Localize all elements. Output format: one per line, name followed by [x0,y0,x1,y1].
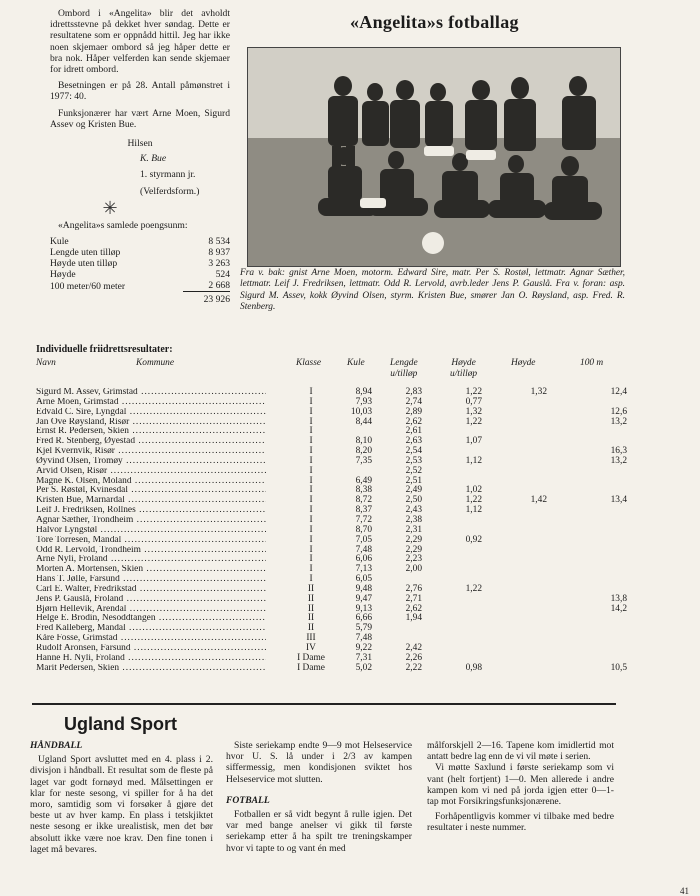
header-hoyde-uten [450,358,477,380]
result-row [36,447,636,457]
header-navn: Navn [36,358,56,368]
klasse-cell: I [309,564,313,575]
100m-cell: 14,2 [610,603,627,614]
klasse-cell: I [309,514,313,525]
summary-table [50,236,230,305]
results-title: Individuelle friidrettsresultater: [36,344,173,355]
lengde-cell: 2,23 [405,554,422,565]
signature-department: (Velferdsform.) [140,185,200,197]
kule-cell: 7,72 [355,514,372,525]
result-row [36,506,636,516]
athlete-name: Hanne H. Nyli, Froland ..... [36,654,266,664]
result-row [36,585,636,595]
results-table [36,388,636,673]
kule-cell: 7,93 [355,396,372,407]
hoyde-uten-cell: 1,32 [465,406,482,417]
hoyde-uten-cell: 0,92 [465,534,482,545]
athlete-name: Kjel Kvernvik, Risør ..... [36,447,266,457]
summary-total: 23 926 [183,292,230,306]
klasse-cell: I [309,406,313,417]
athlete-name: Tore Torresen, Mandal ..... [36,536,266,546]
lengde-cell: 2,52 [405,465,422,476]
kule-cell: 8,72 [355,495,372,506]
intro-paragraph: Ombord i «Angelita» blir det avholdt idrettsstevne på dekket hver søndag. Dette er resultatene som er oppnådd hittil. Jeg har ikke noen skjemaer ombord så jeg håper dette er bra nok. Håper velferden kan sende skjemaer for idrett ombord. [50,8,230,76]
klasse-cell: I [309,534,313,545]
hoyde-cell: 1,32 [530,387,547,397]
athlete-name: Kristen Bue, Marnardal ..... [36,496,266,506]
result-row [36,516,636,526]
summary-row [50,258,230,269]
signature-title: 1. styrmann jr. [140,169,196,181]
football-paragraph-2: Vi møtte Saxlund i første seriekamp som vi vant (helt fortjent) 1—0. Men allerede i andre kampen kom vi ned på jorda igjen etter 0—1-tap mot Forsikringsfunksjonærene. [427,762,614,808]
intro-column [50,8,230,305]
football-paragraph: Fotballen er så vidt begynt å rulle igjen. Det var med bange anelser vi gikk til første seriekamp etter å ha spilt tre treningskamper hvor vi tapte to og vant én med [226,809,412,854]
klasse-cell: II [307,623,315,634]
photo-caption: Fra v. bak: gnist Arne Moen, motorm. Edward Sire, matr. Per S. Rostøl, lettmatr. Agnar Sæther, lettmatr. Leif J. Fredriksen, lettmatr. Odd R. Lervold, avrb.leder Jens P. Gauslå. Fra v. foran: asp. Sigurd M. Assev, kokk Øyvind Olsen, styrm. Kristen Bue, smører Jan O. Røysland, asp. Fred. R. Stenberg. [240,268,625,313]
lengde-cell: 2,71 [405,593,422,604]
klasse-cell: II [307,583,315,594]
intro-paragraph: Besetningen er på 28. Antall påmønstret i 1977: 40. [50,80,230,103]
summary-label: Kule [50,236,69,248]
result-row [36,437,636,447]
intro-paragraph: Funksjonærer har vært Arne Moen, Sigurd Assev og Kristen Bue. [50,107,230,130]
athlete-name: Halvor Lyngstøl ..... [36,526,266,536]
ugland-column-1 [30,740,213,855]
result-row [36,634,636,644]
athlete-name: Magne K. Olsen, Moland ..... [36,477,266,487]
summary-row [50,247,230,258]
lengde-cell: 2,74 [405,396,422,407]
lengde-cell: 1,94 [405,613,422,624]
header-lengde-line1: Lengde [390,358,418,368]
100m-cell: 13,8 [610,593,627,604]
lengde-cell: 2,62 [405,603,422,614]
summary-total-row [50,292,230,306]
lengde-cell: 2,89 [405,406,422,417]
header-lengde-line2: u/tilløp [390,369,418,379]
klasse-cell: I [309,524,313,535]
football-paragraph-cont: målforskjell 2—16. Tapene kom imidlertid mot antatt bedre lag enn de vi vil møte i serien. [427,740,614,763]
team-photo [247,47,621,267]
klasse-cell: I [309,554,313,565]
result-row [36,418,636,428]
result-row [36,565,636,575]
football-paragraph-3: Forhåpentligvis kommer vi tilbake med bedre resultater i neste nummer. [427,811,614,834]
result-row [36,467,636,477]
kule-cell: 5,02 [355,662,372,673]
athlete-name: Helge E. Brodin, Nesoddtangen ..... [36,614,266,624]
klasse-cell: I [309,544,313,555]
result-row [36,644,636,654]
lengde-cell: 2,42 [405,642,422,653]
handball-paragraph: Ugland Sport avsluttet med en 4. plass i 2. divisjon i håndball. Et resultat som de fleste på laget var godt fornøyd med. Målsettingen er klar for neste sesong, vi spiller for å ha det moro, samtidig som vi forsøker å gjøre det beste ut av hver kamp. En plass i tetskjiktet neste sesong er ikke urealistisk, men det bør absolutt ikke være noe krav. Den fine tonen i laget må bevares. [30,754,213,855]
section-divider [32,703,616,705]
kule-cell: 8,10 [355,436,372,447]
hoyde-uten-cell: 1,02 [465,485,482,496]
athlete-name: Fred Kalleberg, Mandal ..... [36,624,266,634]
star-ornament-icon: ✳ [102,197,118,218]
handball-heading: HÅNDBALL [30,740,83,751]
result-row [36,555,636,565]
result-row [36,526,636,536]
summary-label: Høyde uten tilløp [50,258,118,270]
100m-cell: 13,2 [610,455,627,466]
athlete-name: Carl E. Walter, Fredrikstad ..... [36,585,266,595]
header-100m: 100 m [580,358,604,368]
kule-cell: 5,79 [355,623,372,634]
klasse-cell: II [307,613,315,624]
lengde-cell: 2,76 [405,583,422,594]
lengde-cell: 2,31 [405,524,422,535]
klasse-cell: I [309,387,313,397]
kule-cell: 8,38 [355,485,372,496]
lengde-cell: 2,83 [405,387,422,397]
athlete-name: Kåre Fosse, Grimstad ..... [36,634,266,644]
klasse-cell: I [309,426,313,437]
summary-label: Høyde [50,269,76,281]
result-row [36,605,636,615]
result-row [36,408,636,418]
result-row [36,624,636,634]
athlete-name: Marit Pedersen, Skien ..... [36,664,266,674]
klasse-cell: I [309,416,313,427]
kule-cell: 9,13 [355,603,372,614]
kule-cell: 7,05 [355,534,372,545]
100m-cell: 16,3 [610,446,627,457]
summary-row [50,236,230,247]
100m-cell: 10,5 [610,662,627,673]
summary-row [50,280,230,292]
kule-cell: 6,06 [355,554,372,565]
lengde-cell: 2,63 [405,436,422,447]
lengde-cell: 2,62 [405,416,422,427]
summary-value: 8 534 [208,236,230,248]
kule-cell: 8,44 [355,416,372,427]
klasse-cell: I [309,446,313,457]
klasse-cell: IV [306,642,316,653]
kule-cell: 10,03 [350,406,372,417]
hoyde-uten-cell: 1,22 [465,583,482,594]
100m-cell: 13,2 [610,416,627,427]
athlete-name: Leif J. Fredriksen, Rollnes ..... [36,506,266,516]
lengde-cell: 2,22 [405,662,422,673]
result-row [36,496,636,506]
summary-value: 524 [215,269,230,281]
klasse-cell: I Dame [297,662,325,673]
klasse-cell: II [307,593,315,604]
football-heading: FOTBALL [226,794,270,806]
kule-cell: 6,66 [355,613,372,624]
lengde-cell: 2,53 [405,455,422,466]
athlete-name: Odd R. Lervold, Trondheim ..... [36,546,266,556]
klasse-cell: I [309,475,313,486]
lengde-cell: 2,54 [405,446,422,457]
lengde-cell: 2,29 [405,534,422,545]
klasse-cell: I Dame [297,652,325,663]
result-row [36,536,636,546]
hoyde-uten-cell: 1,22 [465,495,482,506]
klasse-cell: I [309,574,313,585]
kule-cell: 8,94 [355,387,372,397]
lengde-cell: 2,51 [405,475,422,486]
header-klasse: Klasse [296,358,322,368]
kule-cell: 7,35 [355,455,372,466]
result-row [36,457,636,467]
result-row [36,477,636,487]
result-row [36,427,636,437]
kule-cell: 9,22 [355,642,372,653]
lengde-cell: 2,38 [405,514,422,525]
athlete-name: Arvid Olsen, Risør ..... [36,467,266,477]
kule-cell: 8,20 [355,446,372,457]
result-row [36,595,636,605]
summary-label: 100 meter/60 meter [50,280,126,292]
athlete-name: Arne Moen, Grimstad ..... [36,398,266,408]
hoyde-uten-cell: 0,77 [465,396,482,407]
hoyde-uten-cell: 1,07 [465,436,482,447]
athlete-name: Sigurd M. Assev, Grimstad ..... [36,388,266,398]
ugland-title: Ugland Sport [64,714,177,734]
lengde-cell: 2,50 [405,495,422,506]
signature-name: K. Bue [140,153,167,165]
lengde-cell: 2,00 [405,564,422,575]
lengde-cell: 2,29 [405,544,422,555]
klasse-cell: I [309,505,313,516]
lengde-cell: 2,61 [405,426,422,437]
summary-value: 3 263 [208,258,230,270]
100m-cell: 12,6 [610,406,627,417]
lengde-cell: 2,49 [405,485,422,496]
summary-title: «Angelita»s samlede poengsunm: [58,220,188,232]
summary-label: Lengde uten tilløp [50,247,121,259]
hoyde-cell: 1,42 [530,495,547,506]
kule-cell: 9,48 [355,583,372,594]
result-row [36,575,636,585]
team-photo-image [248,48,620,266]
handball-paragraph-2: Siste seriekamp endte 9—9 mot Helseservice hvor U. S. lå under i 2/3 av kampen siffermessig, men kondisjonen sviktet hos Helseservice mot slutten. [226,740,412,785]
athlete-name: Jan Ove Røysland, Risør ..... [36,418,266,428]
athlete-name: Fred R. Stenberg, Øyestad ..... [36,437,266,447]
athlete-name: Hans T. Jølle, Farsund ..... [36,575,266,585]
greeting: Hilsen [127,138,153,150]
result-row [36,654,636,664]
summary-value: 8 937 [208,247,230,259]
klasse-cell: I [309,485,313,496]
athlete-name: Agnar Sæther, Trondheim ..... [36,516,266,526]
result-row [36,664,636,674]
summary-row [50,269,230,280]
athlete-name: Jens P. Gauslå, Froland ..... [36,595,266,605]
kule-cell: 8,37 [355,505,372,516]
athlete-name: Edvald C. Sire, Lyngdal ..... [36,408,266,418]
athlete-name: Ernst R. Pedersen, Skien ..... [36,427,266,437]
kule-cell: 8,70 [355,524,372,535]
athlete-name: Per S. Røstøl, Kvinesdal ..... [36,486,266,496]
klasse-cell: I [309,455,313,466]
lengde-cell: 2,26 [405,652,422,663]
header-lengde [390,358,418,380]
hoyde-uten-cell: 0,98 [465,662,482,673]
athlete-name: Bjørn Hellevik, Arendal ..... [36,605,266,615]
klasse-cell: III [306,633,316,644]
header-hoyde-uten-line1: Høyde [451,358,476,368]
klasse-cell: I [309,396,313,407]
header-hoyde: Høyde [511,358,536,368]
header-hoyde-uten-line2: u/tilløp [450,369,478,379]
hoyde-uten-cell: 1,12 [465,455,482,466]
klasse-cell: II [307,603,315,614]
ugland-column-2 [226,740,412,854]
page-number: 41 [680,886,689,896]
klasse-cell: I [309,465,313,476]
result-row [36,614,636,624]
athlete-name: Morten A. Mortensen, Skien ..... [36,565,266,575]
kule-cell: 6,05 [355,574,372,585]
kule-cell: 7,31 [355,652,372,663]
header-kommune: Kommune [136,358,175,368]
hoyde-uten-cell: 1,12 [465,505,482,516]
athlete-name: Øyvind Olsen, Tromøy ..... [36,457,266,467]
kule-cell: 7,48 [355,544,372,555]
kule-cell: 6,49 [355,475,372,486]
100m-cell: 12,4 [610,387,627,397]
header-kule: Kule [347,358,365,368]
kule-cell: 7,48 [355,633,372,644]
100m-cell: 13,4 [610,495,627,506]
hoyde-uten-cell: 1,22 [465,416,482,427]
athlete-name: Rudolf Aronsen, Farsund ..... [36,644,266,654]
result-row [36,388,636,398]
result-row [36,546,636,556]
hoyde-uten-cell: 1,22 [465,387,482,397]
kule-cell: 7,13 [355,564,372,575]
lengde-cell: 2,43 [405,505,422,516]
summary-total-spacer [50,292,183,306]
ugland-column-3 [427,740,614,834]
result-row [36,398,636,408]
summary-value: 2 668 [208,280,230,292]
klasse-cell: I [309,436,313,447]
athlete-name: Arne Nyli, Froland ..... [36,555,266,565]
team-title: «Angelita»s fotballag [350,12,519,32]
klasse-cell: I [309,495,313,506]
kule-cell: 9,47 [355,593,372,604]
